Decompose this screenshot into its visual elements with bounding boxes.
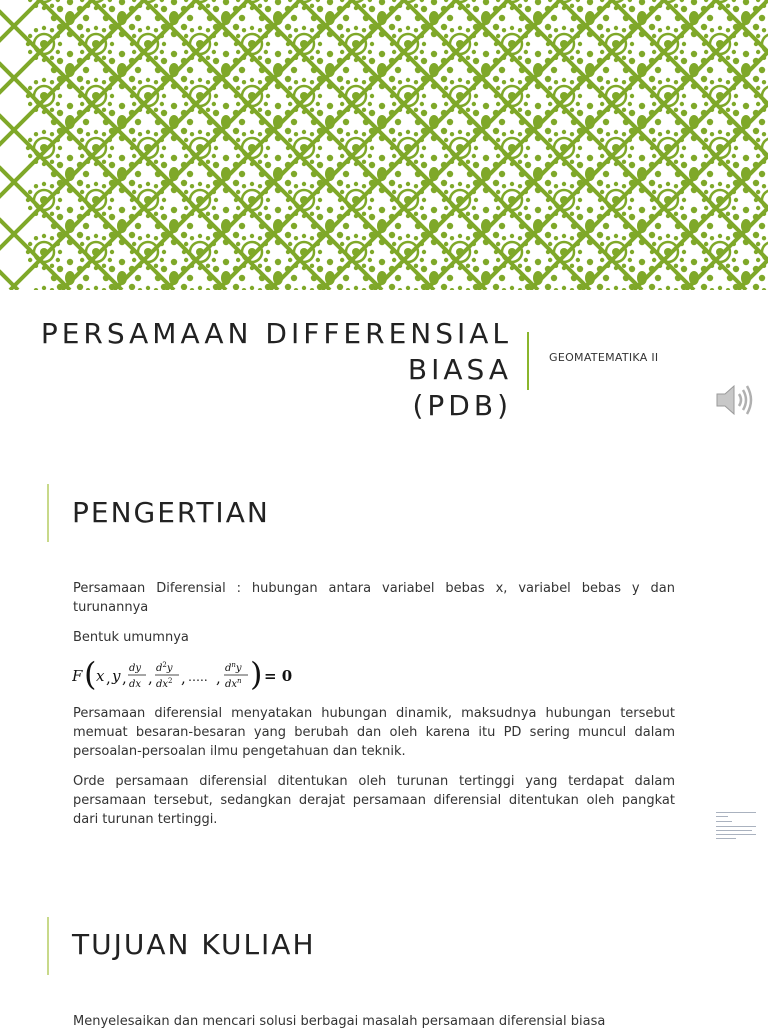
slide-thumbnail	[716, 812, 758, 856]
formula-d2y: $d^2y$	[156, 661, 173, 674]
formula-dny: $d^ny$	[225, 661, 242, 674]
decorative-banner	[0, 0, 768, 290]
formula-dx: dx	[129, 679, 142, 690]
definition-paragraph: Persamaan Diferensial : hubungan antara variabel bebas x, variabel bebas y dan turunannya	[73, 581, 675, 615]
formula-dy: dy	[129, 663, 142, 674]
title-line-2: (PDB)	[412, 389, 512, 422]
formula-comma: ,	[122, 669, 127, 687]
formula-F: F	[72, 667, 83, 685]
general-form-formula	[72, 656, 312, 696]
formula-close-paren: )	[250, 656, 263, 693]
title-divider	[527, 332, 529, 390]
pattern-graphic	[0, 0, 768, 290]
order-degree-paragraph: Orde persamaan diferensial ditentukan oleh turunan tertinggi yang terdapat dalam persamaan tersebut, sedangkan derajat persamaan diferensial ditentukan oleh pangkat dari turunan tertinggi.	[73, 774, 675, 827]
section-accent-bar	[47, 484, 49, 542]
slide-title	[0, 316, 512, 424]
formula-y: y	[112, 667, 121, 685]
formula-rhs: = 0	[264, 667, 293, 685]
section-heading-pengertian: PENGERTIAN	[72, 496, 270, 529]
formula-comma: ,	[148, 669, 153, 687]
dynamic-relation-paragraph: Persamaan diferensial menyatakan hubungan dinamik, maksudnya hubungan tersebut memuat besaran-besaran yang berubah dan oleh karena itu PD sering muncul dalam persoalan-persoalan ilmu pengetahuan dan teknik.	[73, 706, 675, 759]
formula-ellipsis: …..	[188, 670, 208, 684]
formula-comma: ,	[216, 669, 221, 687]
formula-dx2: $dx^2$	[156, 677, 173, 690]
section-heading-tujuan: TUJUAN KULIAH	[72, 928, 316, 961]
objective-paragraph: Menyelesaikan dan mencari solusi berbagai masalah persamaan diferensial biasa	[73, 1014, 606, 1029]
formula-dxn: $dx^n$	[225, 677, 242, 690]
course-subtitle: GEOMATEMATIKA II	[549, 351, 659, 364]
formula-comma: ,	[181, 669, 186, 687]
formula-open-paren: (	[84, 656, 97, 693]
formula-comma: ,	[106, 669, 111, 687]
speaker-icon[interactable]	[712, 378, 756, 422]
title-line-1: PERSAMAAN DIFFERENSIAL BIASA	[40, 317, 512, 386]
general-form-label: Bentuk umumnya	[73, 630, 189, 645]
section-accent-bar	[47, 917, 49, 975]
formula-x: x	[96, 667, 105, 685]
